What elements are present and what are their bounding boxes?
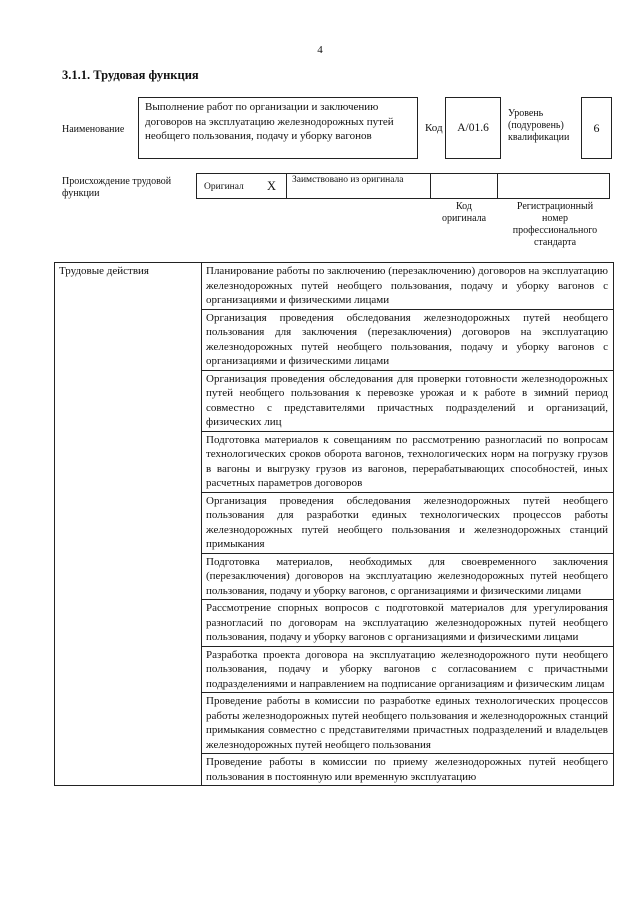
- section-title: 3.1.1. Трудовая функция: [62, 68, 199, 82]
- original-code-caption: Код оригинала: [441, 201, 487, 224]
- labor-action-item: Проведение работы в комиссии по разработке единых технологических процессов работы железнодорожных путей необщего пользования и железнодорожных станций примыкания совместно с представителями причастных подразделений и владельцев железнодорожных путей необщего пользования: [202, 693, 614, 754]
- original-label: Оригинал: [204, 182, 244, 192]
- labor-action-item: Организация проведения обследования железнодорожных путей необщего пользования для заключения (перезаключения) договоров на эксплуатацию железнодорожных путей необщего пользования, подачу и уборку вагонов с организациями и физическими лицами: [202, 309, 614, 370]
- labor-action-item: Организация проведения обследования железнодорожных путей необщего пользования для разработки единых технологических процессов работы железнодорожных путей необщего пользования и железнодорожных станций примыкания: [202, 492, 614, 553]
- function-name-box: Выполнение работ по организации и заключению договоров на эксплуатацию железнодорожных путей необщего пользования, подачу и уборку вагонов: [138, 97, 418, 159]
- code-value: A/01.6: [445, 97, 501, 159]
- labor-action-item: Подготовка материалов, необходимых для своевременного заключения (перезаключения) договоров на эксплуатацию железнодорожных путей необщего пользования, подачу и уборку вагонов, с организациями и физическими лицами: [202, 553, 614, 600]
- qualification-level-label: Уровень (подуровень) квалификации: [508, 108, 570, 143]
- code-label: Код: [425, 122, 443, 134]
- page-number: 4: [317, 44, 323, 56]
- registration-number-cell: [498, 174, 609, 198]
- labor-action-item: Рассмотрение спорных вопросов с подготовкой материалов для урегулирования разногласий по договорам на эксплуатацию железнодорожных путей необщего пользования, подачу и уборку вагонов с организациями и физическими лицами: [202, 600, 614, 647]
- original-mark: X: [267, 179, 277, 193]
- labor-action-item: Планирование работы по заключению (перезаключению) договоров на эксплуатацию железнодорожных путей необщего пользования, подачу и уборку вагонов с организациями и физическими лицами: [202, 263, 614, 310]
- labor-actions-label: Трудовые действия: [55, 263, 202, 786]
- labor-action-item: Подготовка материалов к совещаниям по рассмотрению разногласий по вопросам технологических сроков оборота вагонов, технологических норм на погрузку грузов в вагоны и выгрузку грузов из вагонов, перерабатывающих способностей, иных расчетных параметров договоров: [202, 431, 614, 492]
- name-label: Наименование: [62, 124, 125, 135]
- original-code-cell: [431, 174, 498, 198]
- original-cell: [197, 174, 287, 198]
- labor-action-item: Разработка проекта договора на эксплуатацию железнодорожного пути необщего пользования, подачу и уборку вагонов с согласованием с причастными подразделениями и направлением на подписание организациям и физическим лицам: [202, 646, 614, 693]
- table-row: [55, 263, 614, 310]
- origin-table: [196, 173, 610, 199]
- borrowed-label: Заимствовано из оригинала: [292, 175, 404, 185]
- qualification-level-value: 6: [581, 97, 612, 159]
- labor-action-item: Организация проведения обследования для проверки готовности железнодорожных путей необщего пользования к перевозке урожая и к работе в зимний период совместно с представителями причастных подразделений и организаций, физических лиц: [202, 370, 614, 431]
- borrowed-cell: [287, 174, 431, 198]
- origin-label: Происхождение трудовой функции: [62, 176, 172, 199]
- registration-number-caption: Регистрационный номер профессионального стандарта: [512, 201, 598, 248]
- labor-actions-table: [54, 262, 614, 786]
- labor-action-item: Проведение работы в комиссии по приему железнодорожных путей необщего пользования в постоянную или временную эксплуатацию: [202, 754, 614, 786]
